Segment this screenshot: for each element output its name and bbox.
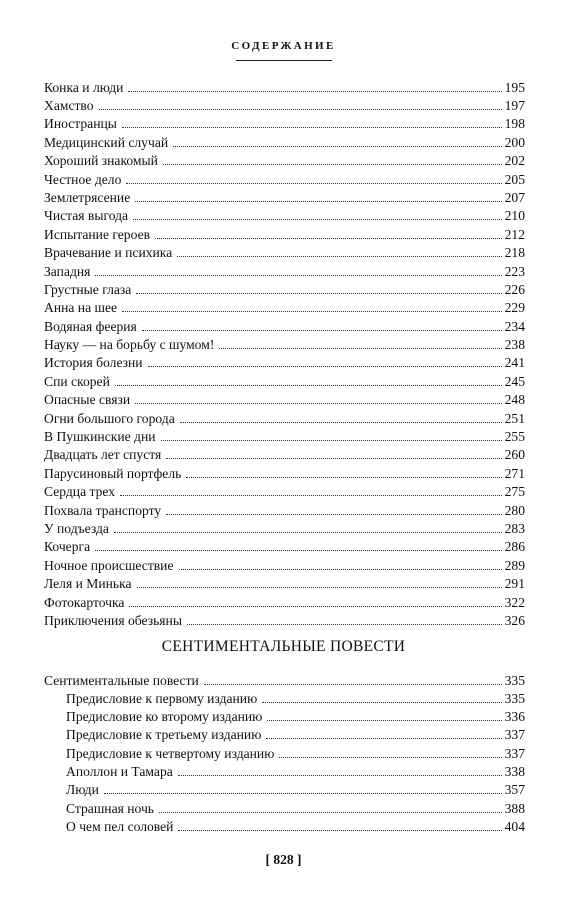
toc-entry-title: Иностранцы [44, 116, 117, 132]
toc-entry-title: Предисловие к третьему изданию [66, 727, 262, 743]
dot-leader [180, 408, 502, 423]
dot-leader [137, 574, 502, 589]
toc-entry[interactable] [44, 371, 525, 389]
toc-entry-page: 260 [504, 447, 525, 463]
toc-entry-title: Анна на шее [44, 300, 118, 316]
header-rule [236, 60, 332, 61]
toc-entry[interactable] [44, 169, 525, 187]
toc-entry-page: 226 [504, 281, 525, 297]
toc-entry[interactable] [44, 537, 525, 555]
toc-subentry[interactable] [44, 816, 525, 834]
toc-entry[interactable] [44, 353, 525, 371]
toc-entry[interactable] [44, 390, 525, 408]
dot-leader [161, 426, 502, 441]
dot-leader [120, 482, 502, 497]
section-heading: СЕНТИМЕНТАЛЬНЫЕ ПОВЕСТИ [161, 638, 406, 655]
toc-entry-title: Фотокарточка [44, 594, 125, 610]
toc-entry-page: 223 [504, 263, 525, 279]
toc-entry[interactable] [44, 187, 525, 205]
toc-entry[interactable] [44, 500, 525, 518]
toc-entry-title: Двадцать лет спустя [44, 447, 162, 463]
toc-entry-page: 251 [504, 410, 525, 426]
toc-entry[interactable] [44, 670, 525, 688]
toc-entry-title: Сердца трех [44, 484, 116, 500]
toc-entry-title: Предисловие к первому изданию [66, 690, 258, 706]
dot-leader [219, 334, 501, 349]
dot-leader [99, 95, 502, 110]
dot-leader [128, 77, 501, 92]
dot-leader [204, 670, 502, 685]
toc-section-list [44, 670, 525, 835]
toc-entry-page: 210 [504, 208, 525, 224]
toc-entry-page: 388 [504, 800, 525, 816]
dot-leader [136, 279, 501, 294]
dot-leader [129, 592, 501, 607]
toc-entry-title: Кочерга [44, 539, 91, 555]
dot-leader [104, 780, 502, 795]
toc-entry-page: 336 [504, 709, 525, 725]
toc-entry-title: Землетрясение [44, 189, 131, 205]
toc-entry[interactable] [44, 592, 525, 610]
toc-entry[interactable] [44, 445, 525, 463]
toc-entry-title: Врачевание и психика [44, 245, 173, 261]
dot-leader [279, 743, 501, 758]
dot-leader [262, 688, 501, 703]
toc-entry[interactable] [44, 316, 525, 334]
toc-subentry[interactable] [44, 725, 525, 743]
toc-entry-title: Честное дело [44, 171, 122, 187]
toc-entry-page: 289 [504, 557, 525, 573]
dot-leader [178, 761, 502, 776]
toc-entry-page: 275 [504, 484, 525, 500]
toc-subentry[interactable] [44, 707, 525, 725]
page-number: [ 828 ] [265, 852, 302, 867]
toc-entry-page: 229 [504, 300, 525, 316]
toc-entry-page: 200 [504, 134, 525, 150]
toc-entry[interactable] [44, 298, 525, 316]
toc-entry-title: Парусиновый портфель [44, 465, 182, 481]
running-title: СОДЕРЖАНИЕ [231, 40, 336, 52]
toc-entry-title: История болезни [44, 355, 143, 371]
toc-entry-page: 255 [504, 429, 525, 445]
dot-leader [148, 353, 502, 368]
dot-leader [95, 537, 501, 552]
toc-entry-page: 283 [504, 520, 525, 536]
toc-subentry[interactable] [44, 743, 525, 761]
dot-leader [122, 298, 502, 313]
toc-entry-title: Приключения обезьяны [44, 612, 182, 628]
toc-entry-page: 271 [504, 465, 525, 481]
toc-entry-page: 338 [504, 764, 525, 780]
toc-entry-title: Грустные глаза [44, 281, 132, 297]
toc-entry-title: Хамство [44, 97, 94, 113]
toc-entry[interactable] [44, 482, 525, 500]
toc-entry-title: Водяная феерия [44, 318, 137, 334]
dot-leader [142, 316, 502, 331]
toc-entry[interactable] [44, 224, 525, 242]
dot-leader [133, 206, 502, 221]
toc-entry-title: Спи скорей [44, 373, 110, 389]
toc-subentry[interactable] [44, 761, 525, 779]
toc-entry-title: Испытание героев [44, 226, 151, 242]
toc-entry-page: 337 [504, 745, 525, 761]
dot-leader [266, 725, 501, 740]
toc-entry-page: 335 [504, 690, 525, 706]
toc-entry-title: Страшная ночь [66, 800, 155, 816]
toc-entry-page: 280 [504, 502, 525, 518]
toc-entry-title: У подъезда [44, 520, 109, 536]
dot-leader [115, 371, 502, 386]
toc-entry[interactable] [44, 261, 525, 279]
toc-entry-title: Предисловие к четвертому изданию [66, 745, 275, 761]
dot-leader [95, 261, 501, 276]
dot-leader [163, 151, 502, 166]
toc-entry-page: 212 [504, 226, 525, 242]
dot-leader [267, 707, 501, 722]
toc-entry-page: 207 [504, 189, 525, 205]
toc-entry[interactable] [44, 518, 525, 536]
toc-entry-page: 197 [504, 97, 525, 113]
toc-entry-title: Науку — на борьбу с шумом! [44, 337, 215, 353]
toc-entry[interactable] [44, 574, 525, 592]
dot-leader [114, 518, 502, 533]
toc-entry-page: 202 [504, 153, 525, 169]
toc-entry[interactable] [44, 279, 525, 297]
toc-entry-title: Медицинский случай [44, 134, 169, 150]
toc-entry-page: 335 [504, 672, 525, 688]
dot-leader [186, 463, 501, 478]
toc-entry-title: Предисловие ко второму изданию [66, 709, 263, 725]
toc-entry-title: Сентиментальные повести [44, 672, 199, 688]
toc-entry-title: Аполлон и Тамара [66, 764, 173, 780]
toc-entry-title: Ночное происшествие [44, 557, 174, 573]
toc-entry-title: Хороший знакомый [44, 153, 158, 169]
toc-entry-title: Люди [66, 782, 99, 798]
toc-entry[interactable] [44, 114, 525, 132]
toc-entry-title: Конка и люди [44, 79, 124, 95]
dot-leader [173, 132, 501, 147]
toc-entry-page: 241 [504, 355, 525, 371]
toc-entry[interactable] [44, 132, 525, 150]
toc-entry-page: 218 [504, 245, 525, 261]
toc-entry-page: 322 [504, 594, 525, 610]
toc-entry[interactable] [44, 555, 525, 573]
dot-leader [159, 798, 502, 813]
toc-entry-title: Огни большого города [44, 410, 175, 426]
dot-leader [178, 816, 501, 831]
toc-entry[interactable] [44, 243, 525, 261]
dot-leader [187, 610, 502, 625]
toc-entry-page: 205 [504, 171, 525, 187]
dot-leader [179, 555, 502, 570]
dot-leader [135, 390, 501, 405]
toc-subentry[interactable] [44, 688, 525, 706]
dot-leader [135, 187, 501, 202]
toc-entry-page: 248 [504, 392, 525, 408]
dot-leader [126, 169, 501, 184]
toc-entry-page: 245 [504, 373, 525, 389]
toc-main-list [44, 77, 525, 629]
toc-entry-title: Опасные связи [44, 392, 131, 408]
toc-entry[interactable] [44, 151, 525, 169]
toc-entry-page: 326 [504, 612, 525, 628]
toc-entry-page: 238 [504, 337, 525, 353]
toc-entry-page: 337 [504, 727, 525, 743]
toc-entry[interactable] [44, 408, 525, 426]
dot-leader [166, 445, 501, 460]
toc-entry-title: В Пушкинские дни [44, 429, 156, 445]
dot-leader [155, 224, 502, 239]
dot-leader [177, 243, 501, 258]
toc-entry[interactable] [44, 426, 525, 444]
toc-entry-page: 286 [504, 539, 525, 555]
toc-entry[interactable] [44, 463, 525, 481]
toc-entry-title: О чем пел соловей [66, 818, 174, 834]
toc-entry[interactable] [44, 77, 525, 95]
toc-entry[interactable] [44, 206, 525, 224]
dot-leader [122, 114, 502, 129]
toc-entry-title: Чистая выгода [44, 208, 129, 224]
toc-subentry[interactable] [44, 798, 525, 816]
toc-entry-page: 291 [504, 576, 525, 592]
toc-entry-title: Западня [44, 263, 91, 279]
toc-entry-page: 198 [504, 116, 525, 132]
dot-leader [166, 500, 501, 515]
toc-entry[interactable] [44, 610, 525, 628]
toc-entry[interactable] [44, 334, 525, 352]
toc-entry-title: Леля и Минька [44, 576, 132, 592]
toc-entry-page: 357 [504, 782, 525, 798]
toc-entry-title: Похвала транспорту [44, 502, 162, 518]
toc-entry[interactable] [44, 95, 525, 113]
toc-entry-page: 404 [504, 818, 525, 834]
toc-entry-page: 234 [504, 318, 525, 334]
toc-entry-page: 195 [504, 79, 525, 95]
toc-subentry[interactable] [44, 780, 525, 798]
